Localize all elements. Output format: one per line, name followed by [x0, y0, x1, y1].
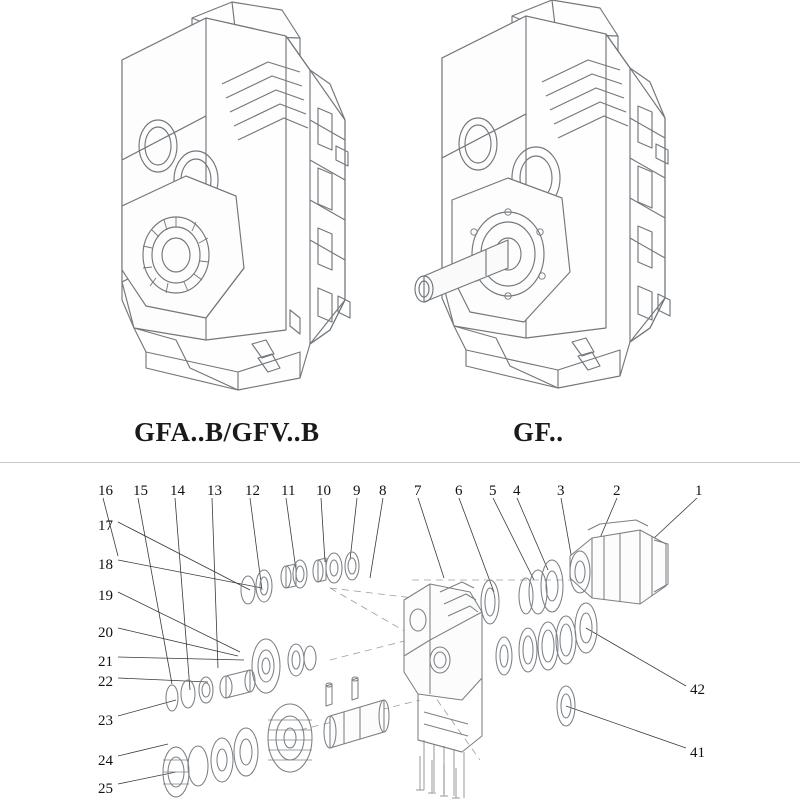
callout-top-7: 7 — [414, 483, 422, 499]
callout-right-41: 41 — [690, 745, 705, 761]
callout-left-19: 19 — [98, 588, 113, 604]
gearbox-right-illustration — [415, 0, 670, 388]
callout-left-17: 17 — [98, 518, 113, 534]
callout-top-16: 16 — [98, 483, 113, 499]
callout-left-18: 18 — [98, 557, 113, 573]
callout-left-21: 21 — [98, 654, 113, 670]
exploded-assembly-illustration — [103, 498, 697, 798]
callout-left-24: 24 — [98, 753, 113, 769]
callout-top-10: 10 — [316, 483, 331, 499]
callout-right-42: 42 — [690, 682, 705, 698]
callout-left-23: 23 — [98, 713, 113, 729]
section-divider — [0, 462, 800, 463]
callout-top-11: 11 — [281, 483, 296, 499]
callout-top-14: 14 — [170, 483, 185, 499]
callout-top-1: 1 — [695, 483, 703, 499]
gearbox-left-illustration — [122, 2, 350, 390]
callout-top-15: 15 — [133, 483, 148, 499]
callout-top-13: 13 — [207, 483, 222, 499]
callout-top-2: 2 — [613, 483, 621, 499]
caption-gf: GF.. — [513, 417, 564, 447]
callout-top-6: 6 — [455, 483, 463, 499]
callout-left-20: 20 — [98, 625, 113, 641]
callout-top-4: 4 — [513, 483, 521, 499]
callout-top-3: 3 — [557, 483, 565, 499]
callout-top-12: 12 — [245, 483, 260, 499]
callout-left-22: 22 — [98, 674, 113, 690]
callout-top-5: 5 — [489, 483, 497, 499]
callout-top-8: 8 — [379, 483, 387, 499]
caption-gfa-gfv: GFA..B/GFV..B — [134, 417, 320, 447]
callout-top-9: 9 — [353, 483, 361, 499]
callout-left-25: 25 — [98, 781, 113, 797]
